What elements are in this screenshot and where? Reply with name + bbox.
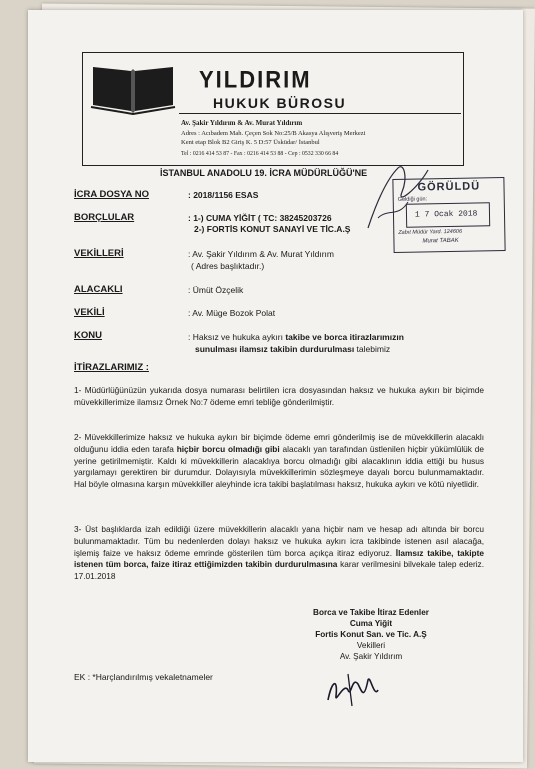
address-line-1: Adres : Acıbadem Mah. Çeçen Sok No:25/B Akasya Alışveriş Merkezi [181, 130, 366, 137]
lawyers-line: Av. Şakir Yıldırım & Av. Murat Yıldırım [181, 119, 303, 127]
paragraph-3: 3- Üst başlıklarda izah edildiği üzere müvekkillerin alacaklı yana hiçbir nam ve hesap adı altında bir borcu bulunmamaktadır. Tüm bu nedenlerden dolayı haksız ve hukuka aykırı icra takibinde istenen asıl alacağa, işlemiş faize ve haksız ödeme emrinde gösterilen tüm borca açıkça itiraz ediyoruz. İlamsız takibe, takipte istenen tüm borca, faize itiraz ettiğimizden takibin durdurulmasına karar verilmesini bilvekale talep ederiz. 17.01.2018 [74, 524, 485, 582]
objections-title: İTİRAZLARIMIZ : [74, 362, 149, 373]
stamp-title: GÖRÜLDÜ [417, 180, 481, 194]
agents-value: : Av. Şakir Yıldırım & Av. Murat Yıldırım [188, 249, 334, 259]
stamp-footer-1: Zabıt Müdür Yard. 124606 [398, 228, 463, 236]
subject-label: KONU [74, 330, 102, 341]
debtors-label: BORÇLULAR [74, 212, 135, 223]
address-line-2: Kent etap Blok B2 Giriş K. 5 D:57 Üsküdar/ İstanbul [181, 139, 320, 146]
firm-subtitle: HUKUK BÜROSU [213, 95, 347, 111]
creditor-label: ALACAKLI [74, 284, 123, 295]
header-divider [179, 113, 461, 114]
debtor-1: : 1-) CUMA YİĞİT ( TC: 38245203726 [188, 213, 332, 223]
signature-line-3: Fortis Konut San. ve Tic. A.Ş [315, 630, 427, 640]
signature-block [286, 607, 456, 662]
debtor-2: 2-) FORTİS KONUT SANAYİ VE TİC.A.Ş [194, 224, 351, 234]
firm-name: YILDIRIM [199, 65, 312, 94]
stamp-subtitle: Geldiği gün: [397, 196, 428, 203]
handwritten-signature-icon [318, 670, 398, 710]
letterhead [82, 52, 464, 166]
stamp-signature-icon [358, 158, 438, 238]
creditor-agent-label: VEKİLİ [74, 307, 105, 318]
signature-line-2: Cuma Yiğit [349, 619, 393, 629]
stamp-footer-2: Murat TABAK [422, 237, 459, 245]
signature-line-5: Av. Şakir Yıldırım [339, 652, 403, 662]
document-page [28, 10, 523, 762]
signature-line-1: Borca ve Takibe İtiraz Edenler [313, 608, 429, 617]
contact-line: Tel : 0216 414 53 87 - Fax : 0216 414 53 88 - Cep : 0532 330 66 84 [181, 151, 339, 157]
agents-label: VEKİLLERİ [74, 248, 124, 259]
creditor-agent-value: : Av. Müge Bozok Polat [188, 308, 276, 318]
subject-value: : Haksız ve hukuka aykırı takibe ve borca itirazlarımızın sunulması ilamsız takibin durdurulması talebimiz [188, 332, 404, 355]
enclosure-note: EK : *Harçlandırılmış vekaletnameler [74, 672, 213, 682]
creditor-value: : Ümüt Özçelik [188, 285, 244, 295]
book-logo-icon [89, 61, 177, 115]
court-heading: İSTANBUL ANADOLU 19. İCRA MÜDÜRLÜĞÜ'NE [160, 168, 368, 178]
file-number-label: İCRA DOSYA NO [74, 189, 149, 200]
file-number-value: : 2018/1156 ESAS [188, 190, 259, 200]
signature-line-4: Vekilleri [356, 641, 386, 651]
paragraph-1: 1- Müdürlüğünüzün yukarıda dosya numarası belirtilen icra dosyasından haksız ve hukuka aykırı bir biçimde müvekkillerimize ilamsız Örnek No:7 ödeme emri tebliğe gönderilmiştir. [74, 385, 484, 407]
paragraph-2: 2- Müvekkillerimize haksız ve hukuka aykırı bir biçimde ödeme emri gönderilmiş ise de müvekkillerin alacaklı olduğunu iddia eden tarafa hiçbir borcu olmadığı gibi alacaklı yan tarafından üstlenilen hiçbir yükümlülük de yerine getirilmemiştir. Kaldı ki müvekkillerin alacaklıya borcu olmadığı gibi alacaklının iddia ettiği bu husus yargılamayı gerektiren bir durumdur. Dolayısıyla müvekkillerimin sözleşmeye dayalı borcu bulunmamaktadır. Hal böyle olmasına karşın müvekkiller aleyhinde icra takibi başlatılması haksız, hukuka aykırı ve kötü niyetlidir. [74, 432, 484, 490]
stamp-date: 1 7 Ocak 2018 [414, 209, 478, 220]
agents-note: ( Adres başlıktadır.) [191, 261, 265, 271]
